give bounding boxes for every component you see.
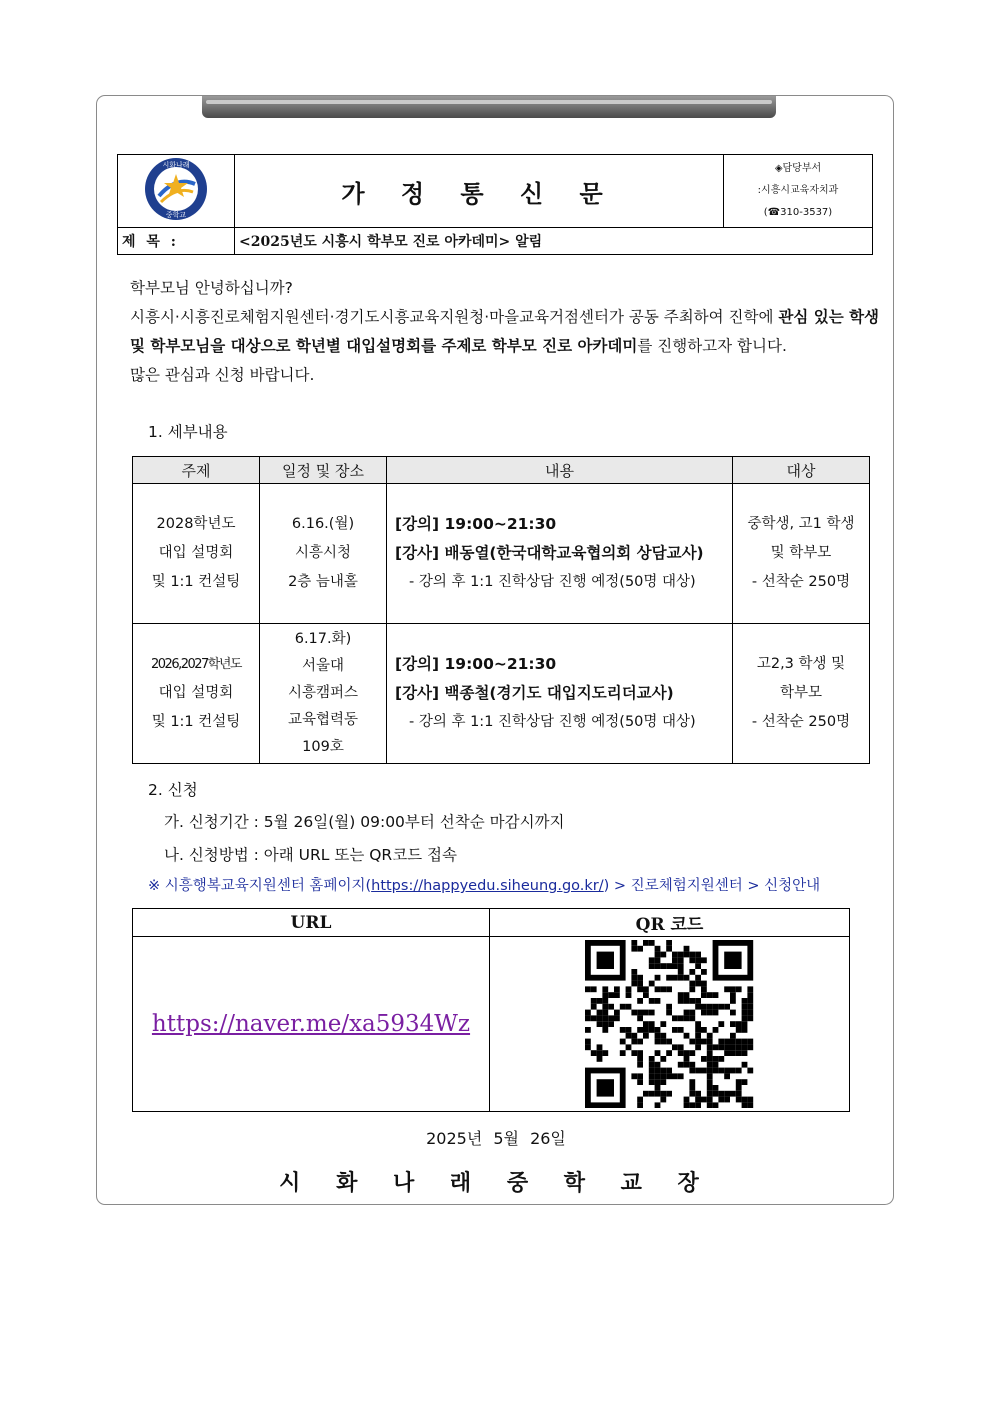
table-row <box>133 484 870 624</box>
qr-code-icon[interactable] <box>585 940 755 1108</box>
schedule-cell: 6.16.(월) 시흥시청 2층 늠내홀 <box>260 484 387 624</box>
target-cell: 고2,3 학생 및 학부모 - 선착순 250명 <box>733 624 870 764</box>
details-table <box>132 456 870 764</box>
col-header-topic: 주제 <box>133 457 260 484</box>
registration-url-link[interactable]: https://naver.me/xa5934Wz <box>151 1011 471 1037</box>
section-details-heading: 1. 세부내용 <box>148 423 228 441</box>
homepage-link[interactable]: https://happyedu.siheung.go.kr/ <box>371 878 604 894</box>
section-apply-heading: 2. 신청 <box>148 781 198 799</box>
school-logo-cell <box>118 155 235 228</box>
apply-period: 가. 신청기간 : 5월 26일(월) 09:00부터 선착순 마감시까지 <box>164 813 565 831</box>
closing-paragraph: 많은 관심과 신청 바랍니다. <box>130 366 315 384</box>
subject-label: 제 목 : <box>118 228 235 255</box>
homepage-notice: ※ 시흥행복교육지원센터 홈페이지(https://happyedu.siheung.go.kr/) > 진로체험지원센터 > 신청안내 <box>148 878 821 894</box>
dept-phone: (☎310-3537) <box>763 207 833 218</box>
intro-paragraph: 시흥시·시흥진로체험지원센터·경기도시흥교육지원청·마을교육거점센터가 공동 주최하여 진학에 관심 있는 학생 및 학부모님을 대상으로 학년별 대입설명회를 주제로 학부모 진로 아카데미를 진행하고자 합니다. <box>130 308 880 355</box>
url-qr-table <box>132 908 850 1112</box>
schedule-cell: 6.17.화) 서울대 시흥캠퍼스 교육협력동 109호 <box>260 624 387 764</box>
school-logo-icon <box>143 156 209 222</box>
col-header-content: 내용 <box>387 457 733 484</box>
qr-header: QR 코드 <box>490 909 850 937</box>
dept-label: ◈담당부서 <box>774 163 822 174</box>
content-cell: [강의] 19:00~21:30 [강사] 배동열(한국대학교육협의회 상담교사) - 강의 후 1:1 진학상담 진행 예정(50명 대상) <box>387 484 733 624</box>
topic-cell: 2026,2027학년도 대입 설명회 및 1:1 컨설팅 <box>133 624 260 764</box>
svg-text:시화나래: 시화나래 <box>162 161 190 169</box>
principal-signature: 시 화 나 래 중 학 교 장 <box>279 1170 713 1196</box>
subject-text: <2025년도 시흥시 학부모 진로 아카데미> 알림 <box>235 228 873 255</box>
dept-name: :시흥시교육자치과 <box>757 185 839 196</box>
greeting: 학부모님 안녕하십니까? <box>130 279 293 297</box>
apply-method: 나. 신청방법 : 아래 URL 또는 QR코드 접속 <box>164 846 458 864</box>
url-header: URL <box>133 909 490 937</box>
col-header-target: 대상 <box>733 457 870 484</box>
letter-body <box>130 274 880 390</box>
frame-tab-decoration <box>202 96 776 118</box>
qr-cell <box>490 937 850 1112</box>
table-row <box>133 624 870 764</box>
url-cell <box>133 937 490 1112</box>
header-table <box>117 154 873 255</box>
content-cell: [강의] 19:00~21:30 [강사] 백종철(경기도 대입지도리더교사) - 강의 후 1:1 진학상담 진행 예정(50명 대상) <box>387 624 733 764</box>
document-title: 가 정 통 신 문 <box>235 155 724 228</box>
issue-date: 2025년 5월 26일 <box>426 1129 566 1148</box>
topic-cell: 2028학년도 대입 설명회 및 1:1 컨설팅 <box>133 484 260 624</box>
target-cell: 중학생, 고1 학생 및 학부모 - 선착순 250명 <box>733 484 870 624</box>
department-info <box>724 155 873 228</box>
col-header-schedule: 일정 및 장소 <box>260 457 387 484</box>
svg-text:중학교: 중학교 <box>165 211 187 219</box>
